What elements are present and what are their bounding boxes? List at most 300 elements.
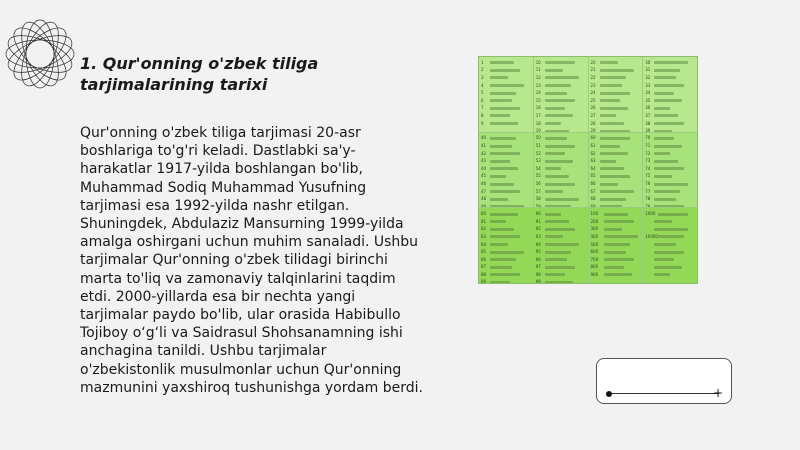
number-label: 27 [590,112,596,118]
number-table-row [645,233,695,241]
blurred-word [490,69,520,72]
blurred-word [654,76,676,79]
blurred-word [490,107,520,110]
blurred-word [545,69,563,72]
number-table-row [591,59,641,67]
blurred-word [654,92,674,95]
number-table-row [481,135,531,143]
slide-title: 1. Qur'onning o'zbek tiliga tarjimalarining tarixi [80,54,319,94]
number-table-row [645,188,695,196]
number-table-row [645,165,695,173]
blurred-word [490,228,514,231]
blurred-word [600,190,634,193]
number-table-row [536,135,586,143]
number-table-row [481,157,531,165]
number-table-cell [589,133,643,208]
number-table-row [591,241,641,249]
blurred-word [604,235,638,238]
blurred-word [490,152,520,155]
number-table-row [591,112,641,120]
number-label: 74 [645,165,651,171]
blurred-word [490,92,516,95]
number-label: 47 [481,188,487,194]
blurred-word [654,251,684,254]
number-label: 87 [481,264,487,270]
blurred-word [654,266,682,269]
blurred-word [654,258,674,261]
number-table-row [591,263,641,271]
number-table-row [591,203,641,207]
number-table-row [536,165,586,173]
number-table-row [481,203,531,207]
number-label: 37 [645,112,651,118]
number-table-row [481,150,531,158]
blurred-word [654,183,688,186]
number-table-cell [479,133,533,208]
number-label: 33 [645,82,651,88]
number-label: 35 [645,97,651,103]
number-label: 51 [535,143,541,149]
blurred-word [490,281,510,283]
spirograph-logo-icon [0,8,80,100]
blurred-word [654,198,676,201]
number-label: 5 [481,90,484,96]
blurred-word [490,175,506,178]
blurred-word [545,114,573,117]
number-table-row [645,173,695,181]
blurred-word [654,273,670,276]
blurred-word [600,130,630,132]
blurred-word [545,183,575,186]
blurred-word [654,122,684,125]
number-label: 44 [481,165,487,171]
number-label: 81 [481,218,487,224]
number-table-row [645,120,695,128]
blurred-word [490,167,518,170]
blurred-word [545,76,579,79]
number-label: 100 [590,211,599,217]
blurred-word [600,160,616,163]
number-label: 43 [481,158,487,164]
number-table-row [536,74,586,82]
number-table-row [481,195,531,203]
number-label: 19 [535,128,541,132]
number-table-row [481,180,531,188]
number-table-row [591,248,641,256]
number-table-cell [534,57,588,132]
number-table-row [481,82,531,90]
number-label: 95 [535,249,541,255]
number-table-row [481,226,531,234]
number-label: 400 [590,233,599,239]
number-table-row [536,210,586,218]
blurred-word [490,266,512,269]
number-label: 86 [481,256,487,262]
number-label: 1000 [645,211,656,217]
blurred-word [545,99,575,102]
number-table-row [481,279,531,283]
number-label: 21 [590,67,596,73]
number-label: 39 [645,128,651,132]
number-table-row [536,150,586,158]
number-label: 59 [535,203,541,208]
blurred-word [600,114,616,117]
blurred-word [490,99,512,102]
number-label: 700 [590,256,599,262]
blurred-word [490,235,520,238]
number-table-row [591,135,641,143]
number-table-image [478,56,698,284]
number-table-row [591,271,641,279]
number-label: 92 [535,226,541,232]
number-label: 800 [590,264,599,270]
blurred-word [600,61,618,64]
number-table-row [591,173,641,181]
blurred-word [604,273,632,276]
number-label: 76 [645,181,651,187]
blurred-word [658,235,684,238]
number-table-row [536,120,586,128]
number-table-row [481,241,531,249]
number-table-row [645,97,695,105]
number-table-row [591,74,641,82]
slider-track[interactable] [611,393,719,394]
number-table-row [481,112,531,120]
number-label: 16 [535,105,541,111]
number-table-row [481,218,531,226]
number-label: 94 [535,241,541,247]
number-label: 67 [590,188,596,194]
blurred-word [604,251,626,254]
number-label: 17 [535,112,541,118]
number-table-row [536,97,586,105]
number-table-row [645,180,695,188]
number-label: 200 [590,218,599,224]
number-table-row [536,89,586,97]
number-label: 28 [590,120,596,126]
number-table-row [591,150,641,158]
number-table-row [645,256,695,264]
number-table-row [481,248,531,256]
number-table-row [481,271,531,279]
number-label: 300 [590,226,599,232]
number-label: 78 [645,196,651,202]
number-table-row [645,67,695,75]
number-table-row [536,173,586,181]
number-table-row [536,112,586,120]
number-label: 57 [535,188,541,194]
blurred-word [490,84,524,87]
number-label: 71 [645,143,651,149]
number-table-row [645,218,695,226]
number-table-row [645,150,695,158]
blurred-word [490,220,506,223]
number-label: 69 [590,203,596,208]
number-label: 25 [590,97,596,103]
number-label: 93 [535,233,541,239]
number-table-row [591,157,641,165]
number-label: 18 [535,120,541,126]
number-label: 63 [590,158,596,164]
number-table-cell [534,133,588,208]
blurred-word [600,122,624,125]
number-label: 98 [535,271,541,277]
number-table-row [481,142,531,150]
number-table-row [481,97,531,105]
number-table-row [536,157,586,165]
number-table-cell [643,208,697,283]
number-table-row [645,203,695,207]
number-label: 48 [481,196,487,202]
blurred-word [490,160,510,163]
number-table-row [481,188,531,196]
number-table-row [645,241,695,249]
blurred-word [600,145,620,148]
number-label: 3 [481,74,484,80]
number-label: 54 [535,165,541,171]
blurred-word [654,205,684,207]
blurred-word [545,145,575,148]
number-table-row [645,89,695,97]
blurred-word [545,258,567,261]
slide-body-text: Qur'onning o'zbek tiliga tarjimasi 20-asr boshlariga to'g'ri keladi. Dastlabki sa'y-harakatlar 1917-yilda boshlangan bo'lib, Muhammad Sodiq Muhammad Yusufning tarjimasi esa 1992-yilda nashr etilgan. Shuningdek, Abdulaziz Mansurning 1999-yilda amalga oshirgani uchun muhim sanaladi. Ushbu tarjimalar Qur'onning o'zbek tilidagi birinchi marta to'liq va zamonaviy talqinlarini taqdim etdi. 2000-yillarda esa bir nechta yangi tarjimalar paydo bo'lib, ular orasida Habibullo Tojiboy o‘g‘li va Saidrasul Shohsanamning ishi anchagina tanildi. Ushbu tarjimalar o'zbekistonlik musulmonlar uchun Qur'onning mazmunini yaxshiroq tushunishga yordam berdi. [80,125,424,396]
number-label: 56 [535,181,541,187]
blurred-word [545,266,575,269]
number-label: 90 [535,211,541,217]
number-label: 900 [590,271,599,277]
blurred-word [545,281,573,283]
blurred-word [545,251,571,254]
blurred-word [545,160,573,163]
number-label: 13 [535,82,541,88]
number-table-cell [643,133,697,208]
number-label: 75 [645,173,651,179]
blurred-word [600,198,626,201]
number-table-row [481,74,531,82]
number-table-row [591,256,641,264]
number-table-row [536,241,586,249]
blurred-word [545,130,569,132]
number-table-row [536,279,586,283]
blurred-word [545,167,561,170]
number-table-row [591,67,641,75]
blurred-word [600,205,622,207]
number-label: 88 [481,271,487,277]
number-table-row [536,248,586,256]
blurred-word [490,76,508,79]
number-table-row [645,82,695,90]
number-label: 60 [590,135,596,141]
blurred-word [490,122,518,125]
number-label: 30 [645,59,651,65]
blurred-word [654,160,678,163]
number-label: 10000 [645,233,658,239]
number-label: 10 [535,59,541,65]
number-label: 31 [645,67,651,73]
blurred-word [490,213,518,216]
number-table-row [536,82,586,90]
blurred-word [490,145,512,148]
blurred-word [545,273,565,276]
number-label: 64 [590,165,596,171]
number-label: 14 [535,90,541,96]
blurred-word [545,190,563,193]
number-label: 61 [590,143,596,149]
blurred-word [600,99,620,102]
blurred-word [600,175,630,178]
number-label: 41 [481,143,487,149]
blurred-word [604,243,630,246]
number-table-row [536,180,586,188]
blurred-word [490,205,524,207]
number-table-row [536,105,586,113]
number-table-row [481,210,531,218]
number-table-cell [479,208,533,283]
number-label: 83 [481,233,487,239]
blurred-word [604,266,624,269]
number-label: 45 [481,173,487,179]
number-table-row [645,112,695,120]
number-label: 38 [645,120,651,126]
number-table-row [645,59,695,67]
number-table-row [536,142,586,150]
number-label: 52 [535,150,541,156]
number-table-row [536,188,586,196]
number-label: 70 [645,135,651,141]
blurred-word [604,220,634,223]
number-label: 4 [481,82,484,88]
number-label: 40 [481,135,487,141]
blurred-word [600,183,618,186]
number-table-row [536,226,586,234]
blurred-word [490,137,516,140]
dot-icon[interactable] [606,391,612,397]
number-table-row [536,59,586,67]
number-table-row [645,142,695,150]
blurred-word [600,69,634,72]
number-label: 26 [590,105,596,111]
blurred-word [654,99,682,102]
number-table-row [536,127,586,131]
number-table-row [536,233,586,241]
number-table-row [591,165,641,173]
number-table-row [481,263,531,271]
number-table-cell [534,208,588,283]
number-table-row [591,89,641,97]
blurred-word [654,145,682,148]
number-label: 23 [590,82,596,88]
slider-widget[interactable] [596,358,732,404]
number-table-row [591,105,641,113]
blurred-word [654,167,684,170]
number-label: 85 [481,249,487,255]
number-table-row [645,210,695,218]
blurred-word [545,220,569,223]
blurred-word [654,152,670,155]
number-label: 1 [481,59,484,65]
number-label: 42 [481,150,487,156]
blurred-word [600,76,626,79]
blurred-word [490,114,510,117]
blurred-word [490,251,524,254]
blurred-word [545,152,565,155]
number-table-row [591,233,641,241]
number-label: 34 [645,90,651,96]
number-label: 82 [481,226,487,232]
number-table-row [591,120,641,128]
number-label: 73 [645,158,651,164]
blurred-word [654,107,670,110]
number-table-row [591,226,641,234]
number-label: 84 [481,241,487,247]
blurred-word [490,198,508,201]
blurred-word [654,175,672,178]
blurred-word [654,69,680,72]
number-label: 36 [645,105,651,111]
number-table-row [536,256,586,264]
number-label: 62 [590,150,596,156]
blurred-word [654,61,688,64]
number-label: 22 [590,74,596,80]
number-table-row [645,195,695,203]
number-table-row [481,120,531,128]
number-label: 24 [590,90,596,96]
blurred-word [490,190,520,193]
number-table-row [591,127,641,131]
number-label: 29 [590,128,596,132]
number-table-row [645,226,695,234]
blurred-word [490,258,516,261]
number-label: 80 [481,211,487,217]
number-table-row [481,89,531,97]
number-table-row [536,195,586,203]
number-table-cell [589,57,643,132]
blurred-word [654,243,676,246]
number-label: 32 [645,74,651,80]
number-table-row [536,263,586,271]
blurred-word [545,175,569,178]
number-table-row [645,263,695,271]
number-label: 65 [590,173,596,179]
number-label: 12 [535,74,541,80]
blurred-word [604,258,634,261]
blurred-word [600,92,630,95]
blurred-word [654,130,672,132]
number-table-row [591,142,641,150]
blurred-word [600,167,624,170]
blurred-word [600,107,628,110]
blurred-word [600,137,630,140]
number-label: 89 [481,279,487,283]
blurred-word [545,61,575,64]
number-label: 91 [535,218,541,224]
blurred-word [545,235,563,238]
number-label: 99 [535,279,541,283]
plus-icon[interactable]: + [713,386,724,400]
number-label: 68 [590,196,596,202]
number-table-cell [589,208,643,283]
number-table-row [645,127,695,131]
blurred-word [658,213,688,216]
blurred-word [545,92,567,95]
number-table-row [481,256,531,264]
blurred-word [545,198,579,201]
number-table-row [591,97,641,105]
blurred-word [600,152,628,155]
number-table-row [536,218,586,226]
number-table-row [591,218,641,226]
number-table-row [481,233,531,241]
